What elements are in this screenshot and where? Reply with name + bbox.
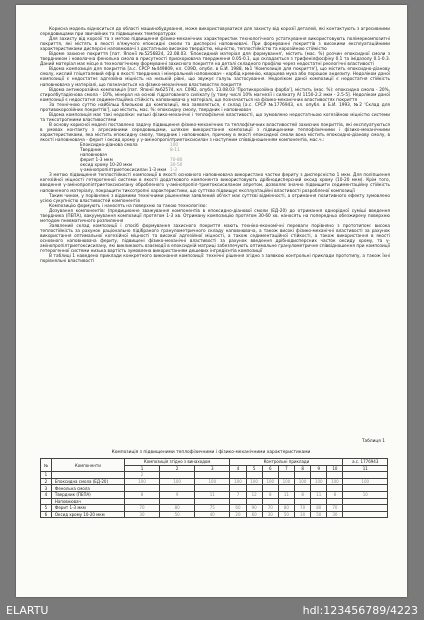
value-cell: 30 (295, 511, 311, 518)
value-cell: 10 (343, 491, 388, 498)
value-cell (343, 498, 388, 505)
value-cell (246, 485, 262, 492)
value-cell (230, 485, 246, 492)
value-cell: 70 (327, 505, 343, 512)
subheader-cell: 11 (343, 465, 388, 472)
value-cell: 100 (230, 478, 246, 485)
row-number: 5 (41, 505, 52, 512)
value-cell: 100 (295, 478, 311, 485)
paragraph: Корисна модель відноситься до області машинобудування, може використовуватися для захисту від корозії деталей, які контактують з агресивними середовищами при звичайних та підвищених температурах (40, 27, 390, 38)
component-name: Наповнювач (51, 498, 124, 505)
value-cell (246, 498, 262, 505)
value-cell: 50 (160, 511, 195, 518)
value-cell (262, 485, 278, 492)
paragraph: Відома композиція для покриттів [а.с. СРСР №449809, кл. С09D, опубл. в Б.И. 1988, №1 'Композиція для покриття'], що містить епоксидно-діанову смолу, кислий гліцеталевий ефір в якості твердника і мінеральний наповнювач - карбід кремнію, кварцева мука або порошок андезиту. Недоліком даної композиції є недостатнє адгезійна міцність на низькій рівні, що звужує галузь застосування. Недоліком даної композиції є недостатня стійкість наповнювача у матеріалі, що позначається на фізико-механічних властивостях покриття (40, 67, 390, 88)
component-label: γ-амінопропілтриетоксисилан 1-3 мкм (80, 168, 167, 174)
repository-name: ELARTU (6, 604, 49, 617)
component-amount: 1-3 (170, 168, 177, 174)
paragraph: Заявлений склад композиції і спосіб формування захисного покриття мають техніко-економічні переваги порівняно з прототипом: висока теплостійкість за рахунок раціонально підібраного гранулометричного складу наповнювача, а також високі фізико-механічні властивості за рахунок використання оптимальної когезійної міцності та високої адгезійної міцності, а також седиментаційної стійкості, а також використання в якості основного наповнювача фериту, підвищені фізико-механічні властивості за рахунок введення дрібнодисперсних часток оксиду хрому, та γ-амінопропілтриетоксисилану, які викликають взаємодії в епоксидній матриці забезпечують оптимальне гранулометричне співвідношення при композиції гетерогенної системи низька вартість зумовлена використанням дешевих інгредієнтів композиції (40, 223, 390, 255)
value-cell: 100 (124, 478, 159, 485)
value-cell (327, 498, 343, 505)
value-cell (124, 498, 159, 505)
value-cell (195, 485, 230, 492)
paragraph: Відома антикорозійна композиція [пат. Японії №62574, кл. С09D, опубл. 13.08.03 'Протикорозійна фарба'], містить (мас. %): епоксидна смола - 20%, стиролбутадієнова смола - 10%, мінерал на основі гідратованого силікату [у тому числі 10% магнезії і силікату Al 1150-2.2 мкм - 2.5-5]. Недоліком даної композиції є недостатня седиментаційна стійкість наповнювача у матеріалі, що позначається на фізико-механічних властивостях покриття (40, 87, 390, 103)
paragraph: За технічною суттю найбільш близькою до композиції, яка заявляється, є склад [а.с. СРСР №1776943, кл. опубл. в Б.И. 1993, №2 'Склад для противокорозійних покриттів'], що містить, мас. %: епоксидну смолу, твердник і наповнювач (40, 102, 390, 113)
value-cell: 100 (311, 478, 327, 485)
subheader-cell: 4 (230, 465, 246, 472)
subheader-cell: 9 (311, 465, 327, 472)
value-cell: 70 (124, 505, 159, 512)
value-cell: 11 (195, 491, 230, 498)
paragraph: Дозування компонентів: (предиционне зважування компонентів в епоксидно-діанової смоли (ЕД-20) до отримання однорідної суміші введення твердника (ПЕПА), вакуумування композиції протягом 1-3 хв. Отриману композицію протягом 30-60 хв. наносять на попередньо обезжирену поверхню методом пневматичного розпилення (40, 208, 390, 224)
value-cell: 8 (327, 491, 343, 498)
paragraph: Відома композиція має такі недоліки: низькі фізико-механічні і теплофізичні властивості, що зумовлено недостатньою когезійною міцністю системи та тиксотропними властивостями (40, 112, 390, 123)
value-cell: 9 (160, 491, 195, 498)
value-cell: 80 (278, 505, 294, 512)
value-cell: 70 (295, 505, 311, 512)
table-row (41, 485, 388, 492)
component-name: Епоксидна смола (ЕД-20) (51, 478, 124, 485)
subheader-cell: 6 (262, 465, 278, 472)
value-cell: 80 (311, 505, 327, 512)
table-title: Композиція з підвищеними теплофізичними і фізико-механічними характеристиками (111, 450, 311, 455)
value-cell (246, 472, 262, 479)
value-cell (160, 498, 195, 505)
value-cell: 50 (278, 511, 294, 518)
value-cell: 40 (195, 511, 230, 518)
value-cell (195, 472, 230, 479)
value-cell (327, 472, 343, 479)
paragraph: Таким чином, у порівнянні з відомими технічними рішеннями заявлений об'єкт має суттєві відмінності, а отримання позитивного ефекту зумовлено усією сукупністю властивостей компонентів (40, 193, 390, 204)
subheader-cell: 5 (246, 465, 262, 472)
value-cell: 30 (262, 511, 278, 518)
value-cell: 11 (278, 491, 294, 498)
value-cell (311, 498, 327, 505)
row-number: 4 (41, 491, 52, 498)
subheader-cell: 7 (278, 465, 294, 472)
header-control: Контрольні приклади (230, 459, 343, 466)
value-cell: 50 (311, 511, 327, 518)
component-name (51, 472, 124, 479)
value-cell (343, 485, 388, 492)
value-cell: 12 (246, 491, 262, 498)
header-as: а.с. 1776943 (343, 459, 388, 466)
value-cell: 90 (246, 505, 262, 512)
value-cell (230, 498, 246, 505)
value-cell: 100 (262, 478, 278, 485)
value-cell: 100 (343, 478, 388, 485)
component-amount: 8-11 (170, 148, 180, 154)
document-body (40, 27, 390, 264)
composition-table (40, 458, 388, 518)
header-invention: Композиція згідно з винаходом (124, 459, 230, 466)
component-name: Твердник (ПЕПА) (51, 491, 124, 498)
value-cell: 8 (124, 491, 159, 498)
value-cell (160, 472, 195, 479)
subheader-cell: 1 (124, 465, 159, 472)
row-number: 2 (41, 478, 52, 485)
value-cell (262, 498, 278, 505)
component-name: Фенольна смола (51, 485, 124, 492)
component-label: оксид хрому 10-20 мкм (80, 163, 133, 169)
value-cell (327, 485, 343, 492)
value-cell (343, 472, 388, 479)
value-cell (278, 472, 294, 479)
paragraph: В таблиці 1 наведено приклади конкретного виконання композиції: технічні рішення згідно з заявкою контрольні приклади прототипу, а також їхні порівняльні властивості (40, 254, 390, 265)
value-cell: 20 (230, 511, 246, 518)
header-num: № (41, 459, 52, 472)
table-row (41, 498, 388, 505)
table-row (41, 472, 388, 479)
subheader-cell: 2 (160, 465, 195, 472)
value-cell: 100 (246, 478, 262, 485)
component-amount: 30-50 (170, 163, 183, 169)
table-label: Таблиця 1 (361, 439, 385, 444)
table-row (41, 505, 388, 512)
handle-id: hdl:123456789/4223 (302, 604, 418, 617)
value-cell (278, 485, 294, 492)
component-label: наповнювач (80, 153, 108, 159)
paragraph: Відоме захисне покриття [пат. Японії №5256824, 22.08.03. 'Епоксидний матеріал для формування', містить (мас. %) розчин епоксидної смоли з твердником і новолачна фенольна смола в присутності прискорювача твердження 0.05-0.1, що складається з трифенілфосфіну 0.1 та імідазолу 0.1-0.3. Даний матеріал має місце в технологічному формуванні захисного покриття на деталі складного профілю через недостатні реологічні властивості (40, 52, 390, 68)
value-cell: 100 (278, 478, 294, 485)
value-cell: 11 (311, 491, 327, 498)
component-label: Твердник (80, 148, 102, 154)
table-row (41, 511, 388, 518)
subheader-cell: 3 (195, 465, 230, 472)
value-cell (311, 472, 327, 479)
value-cell: 100 (327, 478, 343, 485)
value-cell (295, 498, 311, 505)
value-cell (195, 498, 230, 505)
paragraph: Для захисту від корозії та з метою підвищення фізико-механічних характеристик технологічного устаткування використовують полімеркомпозитні покриття, які містять в якості в'яжучого епоксидні смоли та дисперсні наповнювачі. При формуванні покриттів з високими експлуатаційними характеристиками дисперсні наповнювачі з достатньою високою твердістю, міцністю, теплостійкістю та корозійною стійкістю (40, 37, 390, 53)
row-number: 3 (41, 485, 52, 492)
value-cell: 8 (295, 491, 311, 498)
value-cell: 30 (124, 511, 159, 518)
subheader-cell: 8 (295, 465, 311, 472)
value-cell (278, 498, 294, 505)
row-number (41, 498, 52, 505)
component-amount: 100 (170, 143, 179, 149)
paragraph: В основу корисної моделі поставлено задачу підвищення фізико-механічних та теплофізичних властивостей захисних покриттів, які експлуатуються в умовах контакту з агресивними середовищами, шляхом використання композиції з підвищеними теплофізичними і фізико-механічними характеристиками, яка містить епоксидну смолу, твердник і наповнювач, причому в якості епоксидної смоли вона містить епоксидно-діанову смолу, в якості наповнювача - ферит і оксид хрому у γ-амінопропілтриетоксисилан з наступним співвідношенням компонентів, мас.ч.: (40, 122, 390, 144)
value-cell: 7 (230, 491, 246, 498)
row-number: 1 (41, 472, 52, 479)
value-cell (343, 505, 388, 512)
value-cell: 8 (262, 491, 278, 498)
row-number: 6 (41, 511, 52, 518)
viewer-footer (0, 600, 424, 620)
value-cell (124, 485, 159, 492)
value-cell (160, 485, 195, 492)
component-name: Ферит 1-3 мкм (51, 505, 124, 512)
component-name: Оксид хрому 10-20 мкм (51, 511, 124, 518)
value-cell: 2 (124, 472, 159, 479)
table-row (41, 478, 388, 485)
value-cell: 100 (160, 478, 195, 485)
paragraph: З метою підвищення теплостійкості композиції в якості основного наповнювача використано частки фериту з дисперсністю 1 мкм. Для поліпшення когезійної міцності гетерогенної системи в якості додаткового компонента використовують дрібнодисперсний оксид хрому (10-20 мкм). Крім того, введення γ-амінопропілтриетоксисилану обробленого γ-амінопропіл-триетоксисиланом апретом, дозволяє значно підвищити седиментаційну стійкість наповненого матеріалу, покращити тиксотропні характеристики, що суттєво підвищує експлуатаційні властивості розробленої композиції (40, 173, 390, 194)
header-components: Компоненти (51, 459, 124, 472)
value-cell: 30 (327, 511, 343, 518)
value-cell (262, 472, 278, 479)
component-label: ферит 1-3 мкм (80, 158, 113, 164)
document-page (16, 5, 407, 597)
paragraph: Композицію формують і наносять на поверхню за такою технологією: (49, 203, 207, 209)
component-amount: 70-80 (170, 158, 183, 164)
value-cell (311, 485, 327, 492)
value-cell: 60 (246, 511, 262, 518)
value-cell: 100 (195, 478, 230, 485)
value-cell (343, 511, 388, 518)
value-cell: 75 (195, 505, 230, 512)
value-cell: 60 (230, 505, 246, 512)
component-label: Епоксидно-діанова смола (80, 143, 138, 149)
value-cell: 80 (160, 505, 195, 512)
value-cell: 70 (262, 505, 278, 512)
value-cell (295, 472, 311, 479)
table-row (41, 491, 388, 498)
subheader-cell: 10 (327, 465, 343, 472)
value-cell (295, 485, 311, 492)
value-cell (230, 472, 246, 479)
